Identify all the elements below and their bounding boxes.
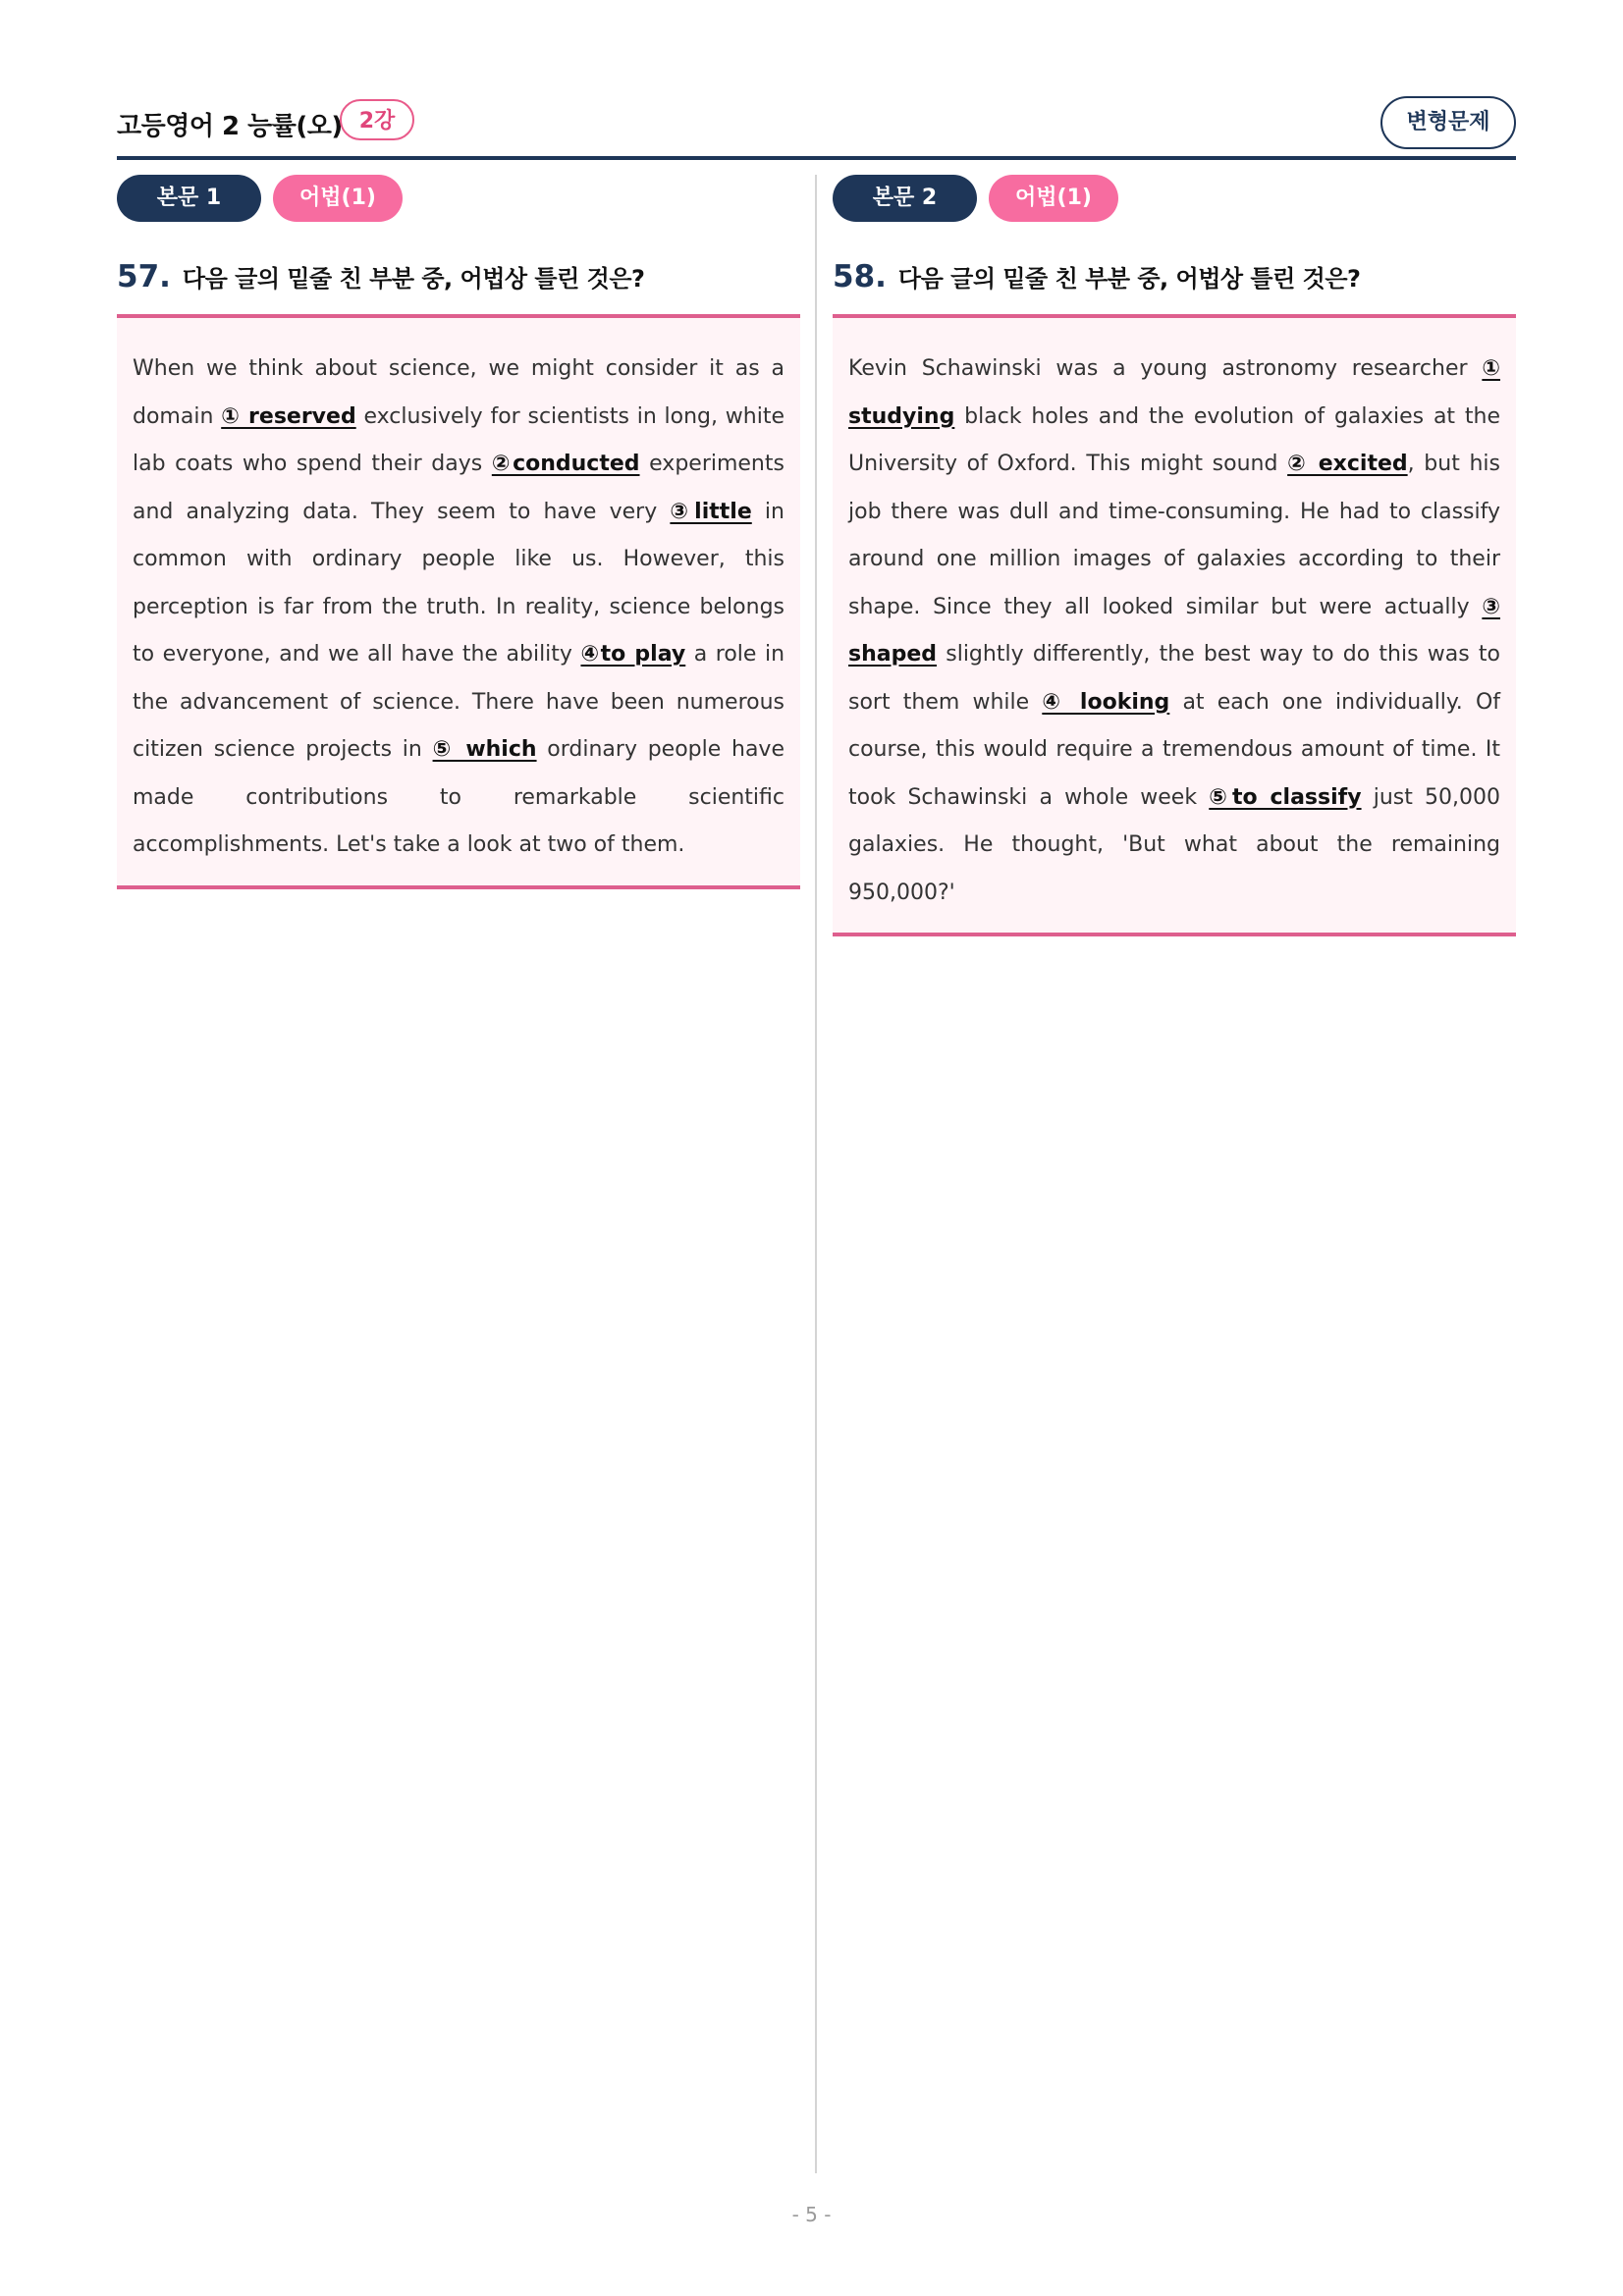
left-column bbox=[117, 175, 800, 889]
section-tag: 본문 1 bbox=[117, 175, 261, 222]
underlined-choice: ④ looking bbox=[1042, 689, 1170, 715]
right-column bbox=[833, 175, 1516, 936]
category-tag: 어법(1) bbox=[989, 175, 1118, 222]
underlined-choice: ②conducted bbox=[491, 452, 640, 476]
page-header bbox=[117, 96, 1516, 161]
passage-box bbox=[117, 314, 800, 889]
passage-segment: , but his job there was dull and time-consuming. He had to classify around one million images of galaxies according to their shape. Since they all looked similar but were actually bbox=[848, 452, 1501, 619]
passage-segment: slightly differently, the best way to do this was to sort them while bbox=[848, 642, 1500, 715]
column-divider bbox=[815, 175, 817, 2173]
question-text: 다음 글의 밑줄 친 부분 중, 어법상 틀린 것은? bbox=[182, 265, 645, 293]
page-number: - 5 - bbox=[791, 2203, 832, 2226]
lesson-badge: 2강 bbox=[340, 99, 414, 140]
passage-segment: ordinary people have made contributions to remarkable scientific accomplishments. Let's take a look at two of them. bbox=[133, 737, 784, 857]
problem-type-badge: 변형문제 bbox=[1380, 96, 1516, 149]
passage-box bbox=[833, 314, 1516, 936]
underlined-choice: ① studying bbox=[848, 356, 1500, 429]
question-heading bbox=[833, 259, 1516, 298]
underlined-choice: ② excited bbox=[1287, 452, 1408, 476]
passage-segment: in common with ordinary people like us. However, this perception is far from the truth. In reality, science belongs to everyone, and we all have the ability bbox=[133, 499, 784, 667]
passage-segment: a role in the advancement of science. There have been numerous citizen science projects in bbox=[133, 642, 785, 762]
category-tag: 어법(1) bbox=[273, 175, 403, 222]
tag-row bbox=[117, 175, 800, 222]
underlined-choice: ③little bbox=[670, 499, 752, 524]
header-divider bbox=[117, 156, 1516, 160]
section-tag: 본문 2 bbox=[833, 175, 977, 222]
passage-segment: at each one individually. Of course, this would require a tremendous amount of time. It took Schawinski a whole week bbox=[848, 689, 1501, 810]
passage-segment: black holes and the evolution of galaxies at the University of Oxford. This might sound bbox=[848, 403, 1500, 476]
underlined-choice: ⑤ which bbox=[432, 737, 537, 762]
underlined-choice: ⑤to classify bbox=[1209, 784, 1362, 810]
book-title: 고등영어 2 능률(오) bbox=[117, 112, 343, 141]
passage-segment: When we think about science, we might consider it as a domain bbox=[133, 356, 784, 429]
question-number: 57. bbox=[117, 259, 171, 294]
underlined-choice: ④to play bbox=[580, 642, 686, 667]
passage-segment: exclusively for scientists in long, white lab coats who spend their days bbox=[133, 403, 785, 476]
tag-row bbox=[833, 175, 1516, 222]
question-heading bbox=[117, 259, 800, 298]
passage-text bbox=[848, 346, 1500, 917]
question-number: 58. bbox=[833, 259, 887, 294]
underlined-choice: ① reserved bbox=[221, 403, 356, 429]
passage-segment: experiments and analyzing data. They seem to have very bbox=[133, 452, 784, 524]
passage-segment: just 50,000 galaxies. He thought, 'But what about the remaining 950,000?' bbox=[848, 784, 1500, 905]
passage-text bbox=[133, 346, 784, 870]
passage-segment: Kevin Schawinski was a young astronomy researcher bbox=[848, 356, 1483, 381]
question-text: 다음 글의 밑줄 친 부분 중, 어법상 틀린 것은? bbox=[897, 265, 1361, 293]
underlined-choice: ③ shaped bbox=[848, 594, 1500, 667]
